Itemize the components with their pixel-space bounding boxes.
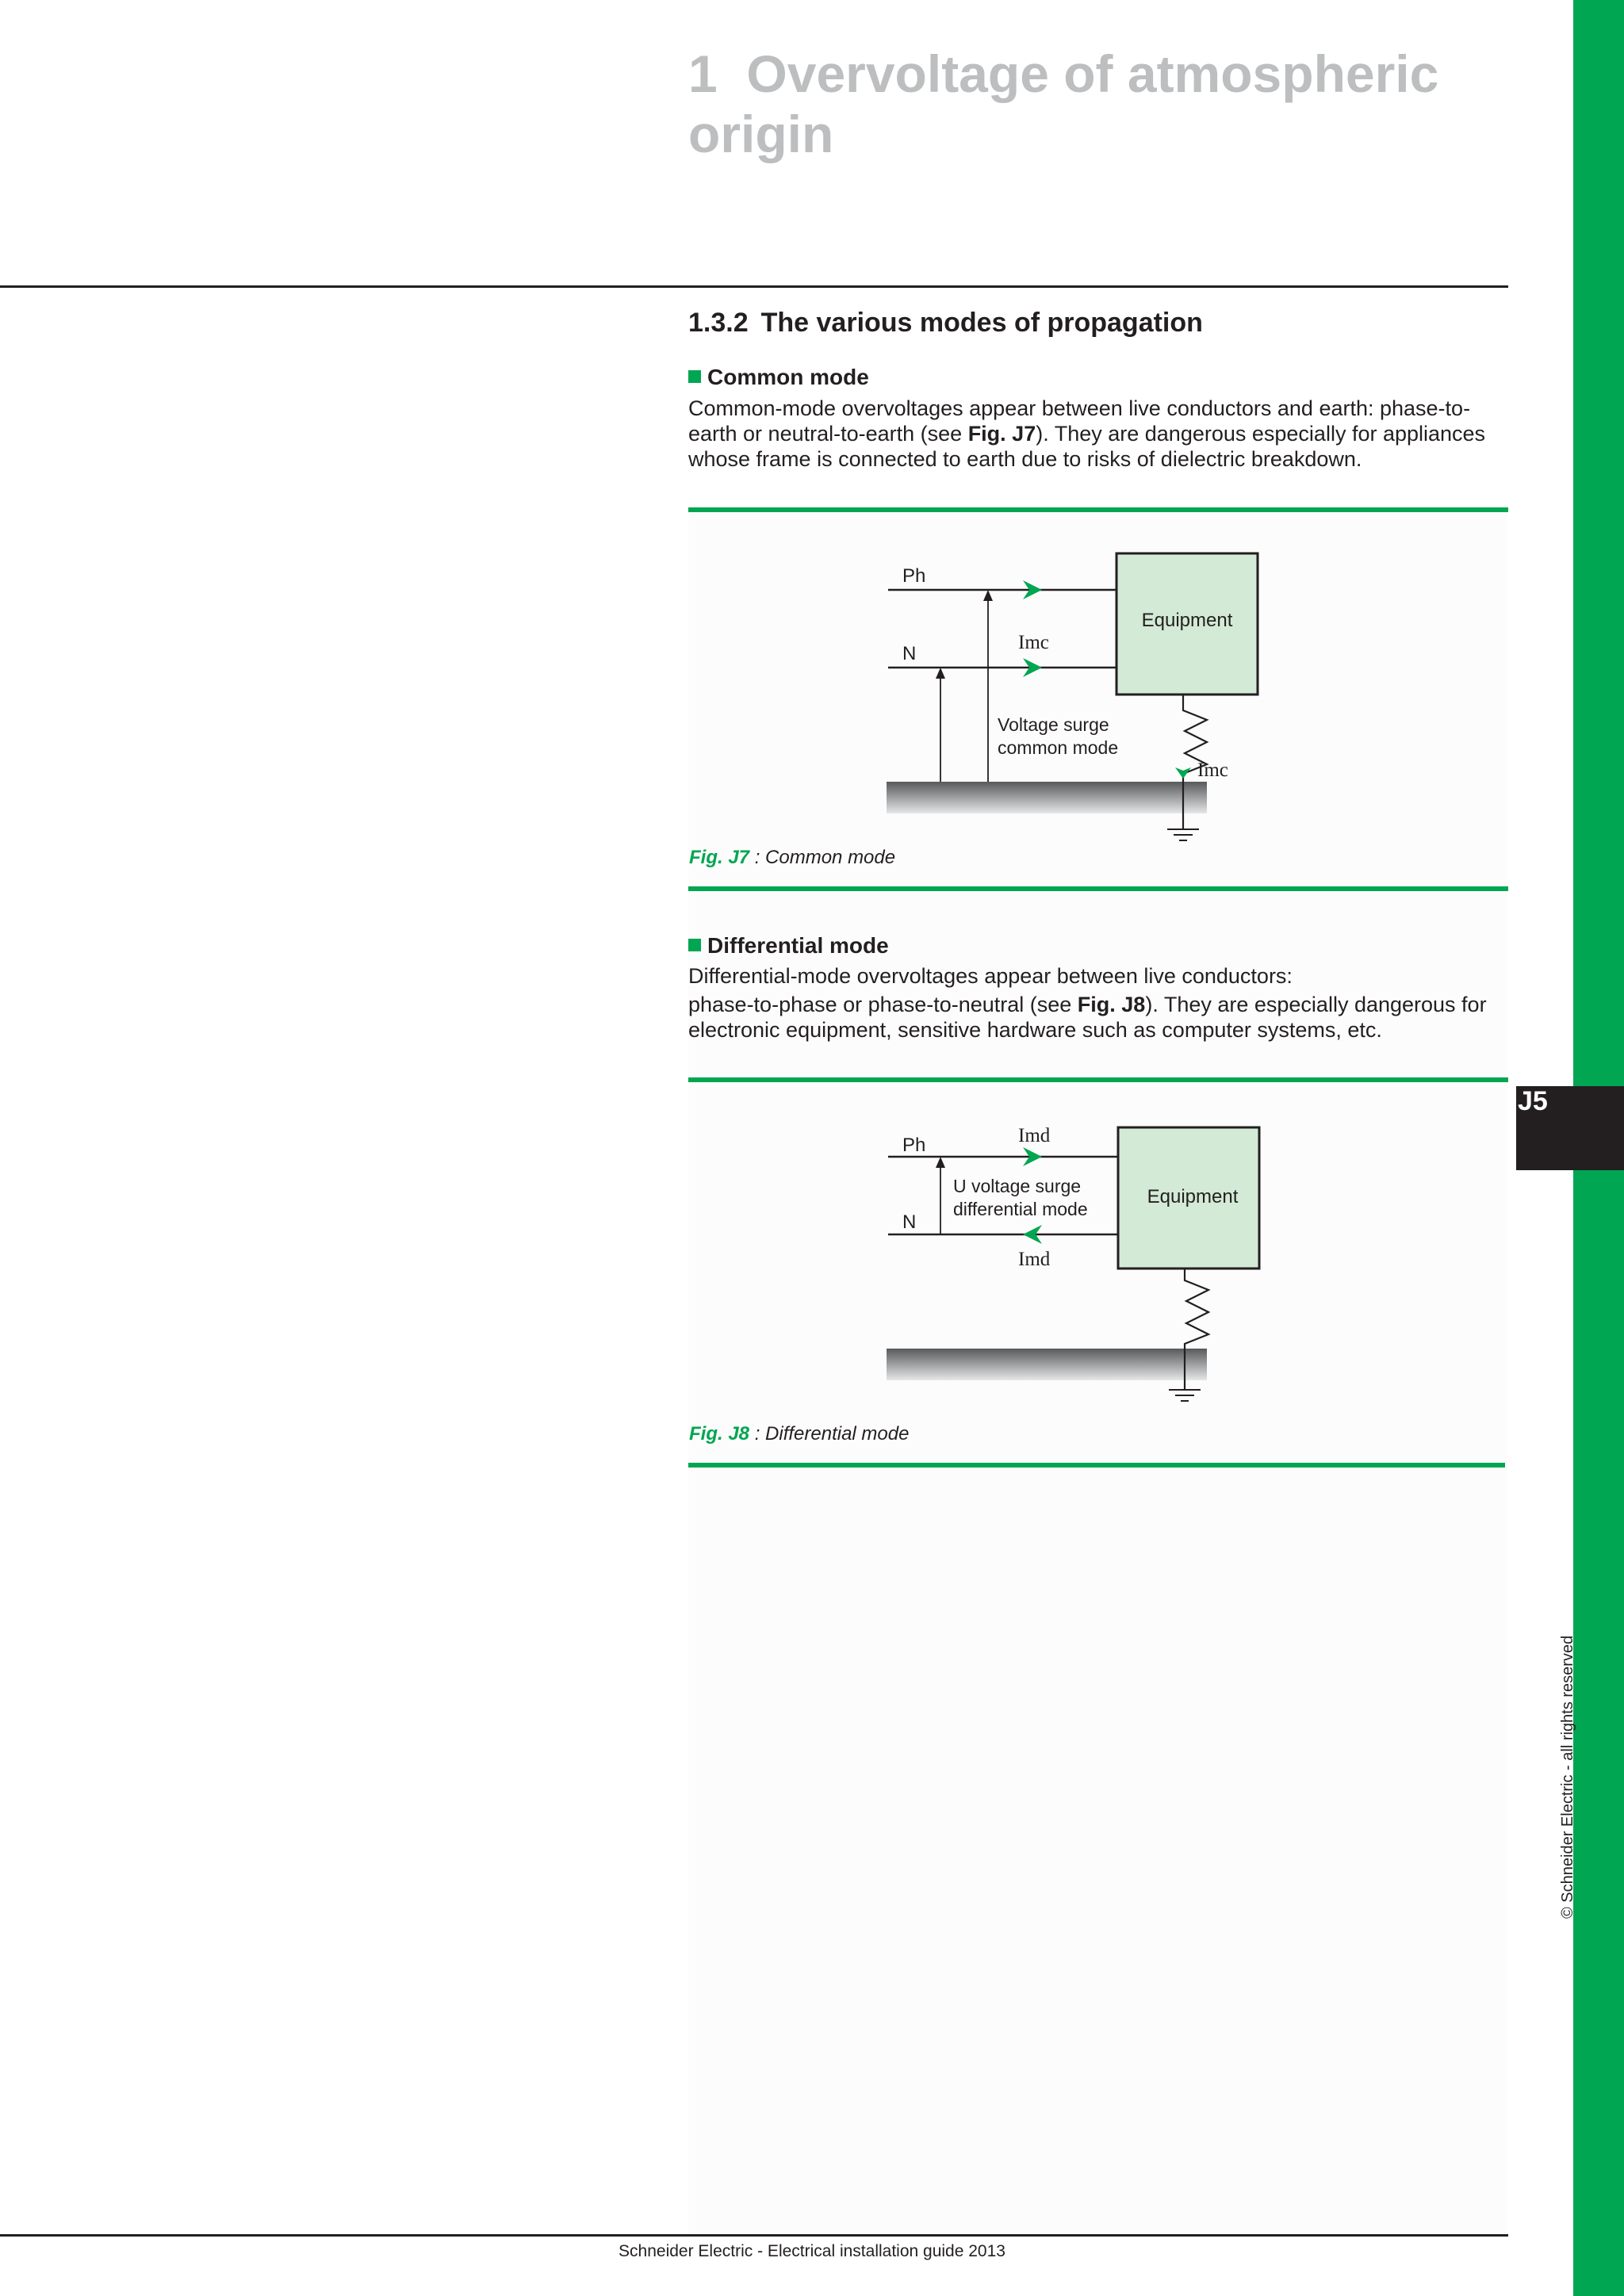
surge-label-line2: differential mode — [953, 1199, 1088, 1219]
copyright-notice: © Schneider Electric - all rights reserved — [1559, 1635, 1576, 1919]
header-rule — [0, 285, 1508, 288]
chapter-title — [688, 44, 1529, 164]
section-number: 1.3.2 — [688, 308, 749, 338]
equipment-label: Equipment — [1147, 1186, 1239, 1207]
bullet-square-icon — [688, 370, 701, 383]
ground-plane — [887, 1349, 1207, 1380]
imc-line-label: Imc — [1018, 632, 1049, 653]
footer-rule — [0, 2234, 1508, 2237]
fig-j7-caption-text: : Common mode — [749, 847, 896, 868]
arrowhead-icon — [983, 590, 993, 601]
common-mode-paragraph — [688, 396, 1513, 472]
page-tab-label: J5 — [1518, 1086, 1548, 1116]
imd-top-label: Imd — [1018, 1125, 1051, 1146]
differential-mode-text-2: ). They are especially dangerous for electronic equipment, sensitive hardware such as computer systems, etc. — [688, 993, 1487, 1042]
earth-current-arrow-icon — [1175, 767, 1191, 779]
ground-plane — [887, 782, 1207, 813]
chapter-title-text: Overvoltage of atmospheric origin — [688, 44, 1439, 163]
page-footer: Schneider Electric - Electrical installation guide 2013 — [619, 2242, 1005, 2260]
fig-j8-caption-text: : Differential mode — [749, 1423, 910, 1445]
arrowhead-icon — [936, 1157, 945, 1168]
common-mode-text-1: Common-mode overvoltages appear between live conductors and earth: phase-to-earth or neutral-to-earth (see — [688, 396, 1471, 446]
equipment-label: Equipment — [1141, 610, 1233, 631]
ph-label: Ph — [902, 1135, 926, 1156]
surge-label-line1: Voltage surge — [998, 714, 1109, 735]
imd-bottom-label: Imd — [1018, 1249, 1051, 1270]
ph-label: Ph — [902, 565, 926, 587]
differential-mode-paragraph — [688, 992, 1513, 1043]
differential-mode-heading-text: Differential mode — [707, 933, 889, 958]
differential-mode-heading — [688, 933, 889, 959]
surge-label-line1: U voltage surge — [953, 1176, 1082, 1196]
bullet-square-icon — [688, 939, 701, 951]
fig-j7-diagram — [688, 512, 1508, 845]
imc-earth-label: Imc — [1197, 760, 1228, 781]
arrowhead-icon — [936, 668, 945, 679]
common-mode-heading-text: Common mode — [707, 365, 869, 389]
fig-j8-id: Fig. J8 — [689, 1423, 750, 1445]
fig-j7-id: Fig. J7 — [689, 847, 750, 868]
section-title-text: The various modes of propagation — [760, 308, 1203, 338]
fig-j8-caption — [689, 1423, 909, 1445]
common-mode-heading — [688, 365, 869, 390]
figure-rule-bottom — [688, 1463, 1505, 1468]
figure-rule-bottom — [688, 886, 1508, 891]
common-mode-text-2: ). They are dangerous especially for appliances whose frame is connected to earth due to risks of dielectric breakdown. — [688, 422, 1486, 471]
differential-mode-text-1: phase-to-phase or phase-to-neutral (see — [688, 993, 1078, 1016]
fig-j8-diagram — [688, 1082, 1508, 1407]
page-tab — [1516, 1086, 1624, 1170]
chapter-number: 1 — [688, 44, 718, 103]
n-label: N — [902, 1211, 917, 1233]
fig-j7-reference: Fig. J7 — [967, 422, 1036, 446]
section-title — [688, 308, 1203, 339]
differential-mode-line-1: Differential-mode overvoltages appear between live conductors: — [688, 964, 1293, 988]
fig-j8-reference: Fig. J8 — [1077, 993, 1146, 1016]
n-label: N — [902, 643, 917, 664]
surge-label-line2: common mode — [998, 737, 1119, 758]
fig-j7-caption — [689, 847, 895, 869]
